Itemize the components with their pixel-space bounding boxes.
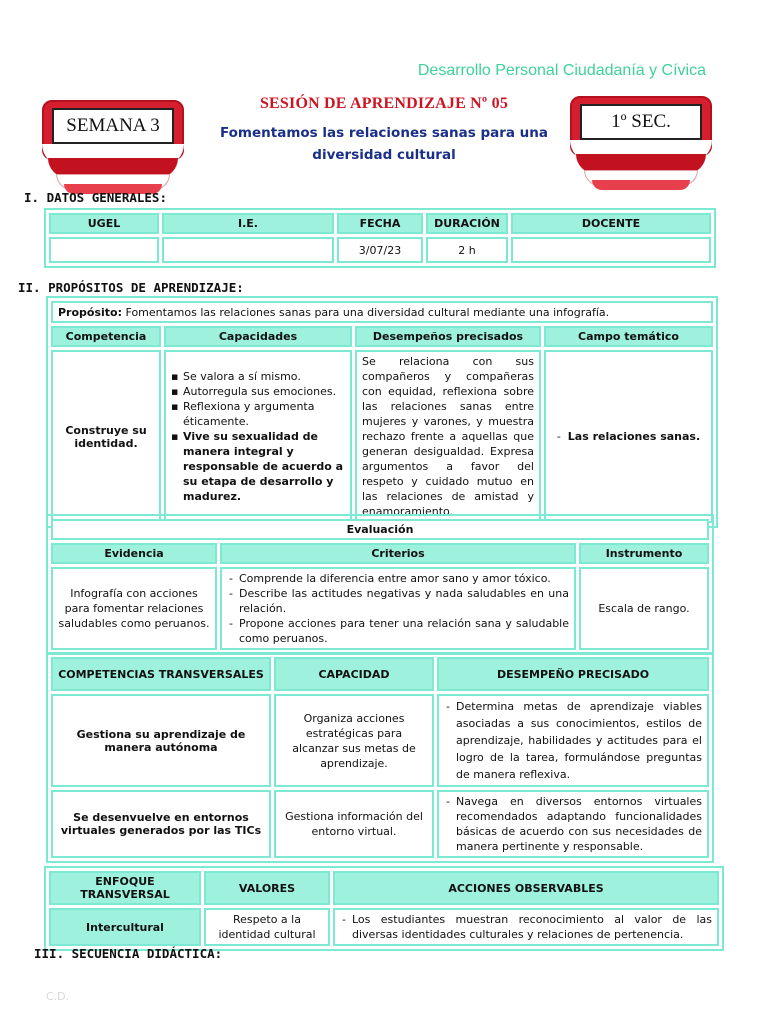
evaluacion-table — [46, 514, 714, 655]
header-enfoque-transversal: ENFOQUE TRANSVERSAL — [49, 871, 201, 905]
transversal-capacidad-cell: Organiza acciones estratégicas para alcanzar sus metas de aprendizaje. — [274, 694, 434, 787]
capacidad-item: ▪ Autorregula sus emociones. — [171, 384, 345, 399]
value-docente — [511, 237, 711, 263]
section-propositos: II. PROPÓSITOS DE APRENDIZAJE: — [18, 280, 244, 295]
session-subtitle: Fomentamos las relaciones sanas para una diversidad cultural — [219, 125, 549, 163]
session-title: SESIÓN DE APRENDIZAJE Nº 05 — [259, 95, 509, 112]
header-ie: I.E. — [162, 213, 334, 234]
capacidad-item: ▪ Reflexiona y argumenta éticamente. — [171, 399, 345, 429]
evaluacion-title: Evaluación — [51, 519, 709, 540]
evidencia-cell: Infografía con acciones para fomentar relaciones saludables como peruanos. — [51, 567, 217, 650]
transversal-competencia-cell: Gestiona su aprendizaje de manera autónoma — [51, 694, 271, 787]
header-valores: VALORES — [204, 871, 330, 905]
enfoque-cell: Intercultural — [49, 908, 201, 946]
criterio-item: - Describe las actitudes negativas y nada saludables en una relación. — [227, 586, 569, 616]
transversal-desempeno-item: - Determina metas de aprendizaje viables asociadas a sus conocimientos, estilos de aprendizaje, habilidades y actitudes para el logro de la tarea, formulándose preguntas de manera reflexiva. — [444, 698, 702, 783]
criterio-item: - Propone acciones para tener una relación sana y saludable como peruanos. — [227, 616, 569, 646]
campo-text: Las relaciones sanas. — [567, 430, 701, 443]
week-label: SEMANA 3 — [52, 108, 174, 144]
accion-cell — [333, 908, 719, 946]
week-ribbon — [42, 100, 184, 198]
capacidades-list — [171, 369, 345, 504]
header-ugel: UGEL — [49, 213, 159, 234]
value-ie — [162, 237, 334, 263]
desempeno-cell: Se relaciona con sus compañeros y compañeras con equidad, reflexiona sobre las relaciones sanas entre mujeres y varones, y muestra rechazo frente a aquellas que generan desigualdad. Expresa argumentos a favor del respeto y cuidado mutuo en las relaciones de amistad y enamoramiento. — [355, 350, 541, 523]
area-title: Desarrollo Personal Ciudadanía y Cívica — [417, 62, 706, 79]
header-desempenos: Desempeños precisados — [355, 326, 541, 347]
proposito-row — [51, 301, 713, 323]
section-secuencia-didactica: III. SECUENCIA DIDÁCTICA: — [34, 946, 223, 961]
header-desempeno-precisado: DESEMPEÑO PRECISADO — [437, 657, 709, 691]
propositos-table — [46, 296, 718, 528]
header-campo-tematico: Campo temático — [544, 326, 713, 347]
transversal-desempeno-item: - Navega en diversos entornos virtuales recomendados adaptando funcionalidades básicas de acuerdo con sus necesidades de manera pertinente y responsable. — [444, 794, 702, 854]
competencia-cell: Construye su identidad. — [51, 350, 161, 523]
proposito-text: Fomentamos las relaciones sanas para una diversidad cultural mediante una infografía. — [122, 305, 610, 319]
header-docente: DOCENTE — [511, 213, 711, 234]
header-competencia: Competencia — [51, 326, 161, 347]
criterios-list — [227, 571, 569, 646]
campo-cell: - Las relaciones sanas. — [544, 350, 713, 523]
header-instrumento: Instrumento — [579, 543, 709, 564]
capacidad-item: ▪ Vive su sexualidad de manera integral y responsable de acuerdo a su etapa de desarrollo y madurez. — [171, 429, 345, 504]
section-datos-generales: I. DATOS GENERALES: — [24, 190, 167, 205]
value-ugel — [49, 237, 159, 263]
datos-generales-table — [44, 208, 716, 268]
enfoque-transversal-table — [44, 866, 724, 951]
instrumento-cell: Escala de rango. — [579, 567, 709, 650]
value-fecha: 3/07/23 — [337, 237, 423, 263]
value-duracion: 2 h — [426, 237, 508, 263]
capacidad-item: ▪ Se valora a sí mismo. — [171, 369, 345, 384]
transversal-desempeno-cell — [437, 790, 709, 858]
header-acciones-observables: ACCIONES OBSERVABLES — [333, 871, 719, 905]
header-competencias-transversales: COMPETENCIAS TRANSVERSALES — [51, 657, 271, 691]
valor-cell: Respeto a la identidad cultural — [204, 908, 330, 946]
criterios-cell — [220, 567, 576, 650]
proposito-label: Propósito: — [58, 305, 123, 319]
header-criterios: Criterios — [220, 543, 576, 564]
capacidades-cell — [164, 350, 352, 523]
transversal-desempeno-cell — [437, 694, 709, 787]
transversal-competencia-cell: Se desenvuelve en entornos virtuales generados por las TICs — [51, 790, 271, 858]
header-evidencia: Evidencia — [51, 543, 217, 564]
criterio-item: - Comprende la diferencia entre amor sano y amor tóxico. — [227, 571, 569, 586]
header-duracion: DURACIÓN — [426, 213, 508, 234]
footer-mark: C.D. — [46, 990, 70, 1003]
grade-label: 1º SEC. — [580, 104, 702, 140]
header-fecha: FECHA — [337, 213, 423, 234]
header-capacidad: CAPACIDAD — [274, 657, 434, 691]
header-capacidades: Capacidades — [164, 326, 352, 347]
transversal-capacidad-cell: Gestiona información del entorno virtual. — [274, 790, 434, 858]
competencias-transversales-table — [46, 652, 714, 863]
accion-item: - Los estudiantes muestran reconocimiento al valor de las diversas identidades culturales y relaciones de pertenencia. — [340, 912, 712, 942]
